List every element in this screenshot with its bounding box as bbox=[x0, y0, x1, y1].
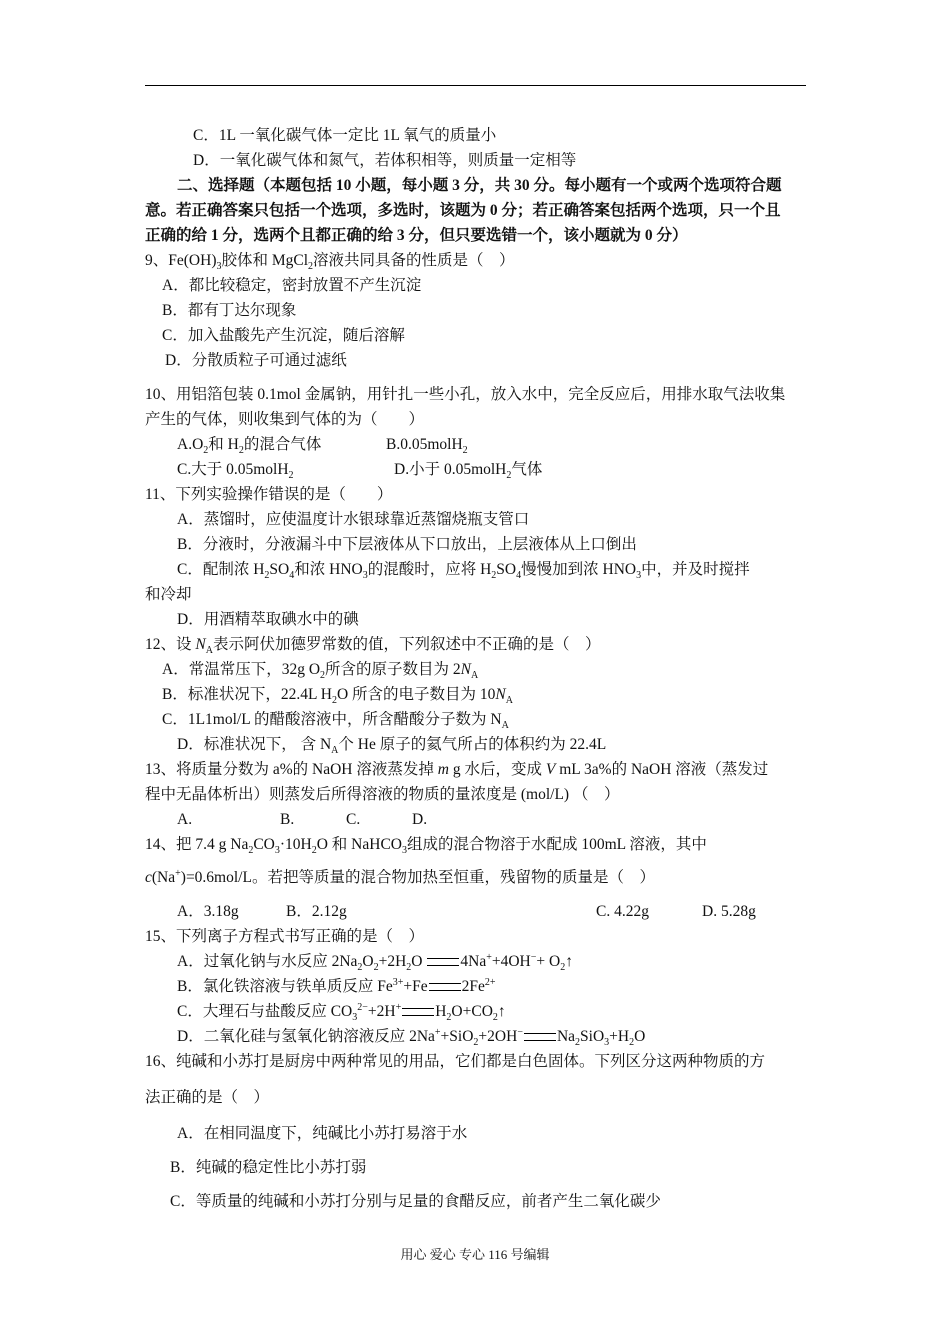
section2-line1: 二、选择题（本题包括 10 小题，每小题 3 分，共 30 分。每小题有一个或两个选项符合题 bbox=[177, 177, 782, 194]
q14-stem-line1: 14、把 7.4 g $Na_2CO_3\cdot 10H_2O$ 和 NaHCO$_3$组成的混合物溶于水配成 100mL 溶液，其中 bbox=[145, 836, 707, 857]
q10-option-c: C.大于 0.05molH$_2$ bbox=[177, 461, 294, 482]
q15-option-a: A．过氧化钠与水反应 $2Na_2O_2+2H_2O$ $4Na^++4OH^-+ O_2↑$ bbox=[177, 951, 573, 974]
q12-option-a: A．常温常压下，32g $O_2$所含的原子数目为 $2N_A$ bbox=[162, 661, 479, 682]
q10-stem-line1: 10、用铝箔包装 0.1mol 金属钠，用针扎一些小孔，放入水中，完全反应后，用排水取气法收集 bbox=[145, 386, 786, 403]
q9-option-b: B．都有丁达尔现象 bbox=[162, 302, 297, 319]
q12-option-b: B．标准状况下，22.4L $H_2O$ 所含的电子数目为 $10N_A$ bbox=[162, 686, 513, 707]
q12-option-d: D．标准状况下， 含 $N_A$个 He 原子的氦气所占的体积约为 22.4L bbox=[177, 736, 607, 757]
q11-option-d: D．用酒精萃取碘水中的碘 bbox=[177, 611, 359, 628]
q14-option-c: C. 4.22g bbox=[596, 903, 649, 920]
header-rule bbox=[145, 85, 806, 86]
q14-option-d: D. 5.28g bbox=[702, 903, 756, 920]
equals-sign bbox=[429, 983, 461, 991]
q15-option-b: B．氯化铁溶液与铁单质反应 $Fe^{3+}+Fe$ $2Fe^{2+}$ bbox=[177, 976, 496, 995]
q13-stem-line2: 程中无晶体析出）则蒸发后所得溶液的物质的量浓度是 (mol/L) （ ） bbox=[145, 786, 620, 803]
q11-option-b: B．分液时，分液漏斗中下层液体从下口放出，上层液体从上口倒出 bbox=[177, 536, 637, 553]
section2-line3: 正确的给 1 分，选两个且都正确的给 3 分，但只要选错一个，该小题就为 0 分） bbox=[145, 227, 688, 244]
q12-stem: 12、设 $N_A$表示阿伏加德罗常数的值，下列叙述中不正确的是（ ） bbox=[145, 636, 601, 657]
equals-sign bbox=[402, 1008, 434, 1016]
q9-stem: 9、$Fe(OH)_3$胶体和 MgCl$_2$溶液共同具备的性质是（ ） bbox=[145, 252, 515, 273]
q13-option-b: B. bbox=[280, 811, 295, 828]
q16-stem-line1: 16、纯碱和小苏打是厨房中两种常见的用品，它们都是白色固体。下列区分这两种物质的方 bbox=[145, 1053, 766, 1070]
q10-option-b: B.0.05molH$_2$ bbox=[386, 436, 468, 457]
equals-sign bbox=[524, 1033, 556, 1041]
q11-option-a: A．蒸馏时，应使温度计水银球靠近蒸馏烧瓶支管口 bbox=[177, 511, 530, 528]
equals-sign bbox=[427, 958, 459, 966]
q10-option-d: D.小于 0.05molH$_2$气体 bbox=[394, 461, 543, 482]
q8-option-c: C．1L 一氧化碳气体一定比 1L 氧气的质量小 bbox=[193, 127, 497, 144]
q13-option-d: D. bbox=[412, 811, 428, 828]
q11-stem: 11、下列实验操作错误的是（ ） bbox=[145, 486, 393, 503]
q16-stem-line2: 法正确的是（ ） bbox=[145, 1089, 270, 1106]
q15-option-d: D．二氧化硅与氢氧化钠溶液反应 2Na++SiO$_2$+2OH− $Na_2SiO_3+H_2O$ bbox=[177, 1026, 646, 1049]
q13-option-a: A. bbox=[177, 811, 193, 828]
q9-option-d: D．分散质粒子可通过滤纸 bbox=[165, 352, 347, 369]
q13-option-c: C. bbox=[346, 811, 361, 828]
q10-option-a: $A.O_2$和 $H_2$的混合气体 bbox=[177, 436, 322, 457]
q14-option-a: A．3.18g bbox=[177, 903, 239, 920]
section2-line2: 意。若正确答案只包括一个选项，多选时，该题为 0 分；若正确答案包括两个选项，只一个且 bbox=[145, 202, 781, 219]
q16-option-a: A．在相同温度下，纯碱比小苏打易溶于水 bbox=[177, 1125, 468, 1142]
q8-option-d: D．一氧化碳气体和氮气，若体积相等，则质量一定相等 bbox=[193, 152, 577, 169]
q11-option-c-cont: 和冷却 bbox=[145, 586, 192, 603]
page-footer: 用心 爱心 专心 116 号编辑 bbox=[400, 1247, 550, 1262]
q16-option-c: C．等质量的纯碱和小苏打分别与足量的食醋反应，前者产生二氧化碳少 bbox=[170, 1193, 661, 1210]
q14-option-b: B．2.12g bbox=[286, 903, 347, 920]
q12-option-c: C．1L1mol/L 的醋酸溶液中，所含醋酸分子数为 $N_A$ bbox=[162, 711, 509, 732]
q10-stem-line2: 产生的气体，则收集到气体的为（ ） bbox=[145, 411, 425, 428]
q11-option-c: C．配制浓 $H_2SO_4$和浓 $HNO_3$的混酸时，应将 $H_2SO_4$慢慢加到浓 $HNO_3$中，并及时搅拌 bbox=[177, 561, 750, 582]
q15-option-c: C．大理石与盐酸反应 $CO_3^{2-}+2H^+$ $H_2O+CO_2↑$ bbox=[177, 1001, 506, 1024]
q14-stem-line2: c(Na+)=0.6mol/L。若把等质量的混合物加热至恒重，残留物的质量是（ ） bbox=[145, 867, 655, 886]
q9-option-c: C．加入盐酸先产生沉淀，随后溶解 bbox=[162, 327, 405, 344]
q16-option-b: B．纯碱的稳定性比小苏打弱 bbox=[170, 1159, 367, 1176]
q13-stem-line1: 13、将质量分数为 a%的 NaOH 溶液蒸发掉 m g 水后，变成 V mL 3a%的 NaOH 溶液（蒸发过 bbox=[145, 761, 769, 778]
q15-stem: 15、下列离子方程式书写正确的是（ ） bbox=[145, 928, 425, 945]
q9-option-a: A．都比较稳定，密封放置不产生沉淀 bbox=[162, 277, 422, 294]
